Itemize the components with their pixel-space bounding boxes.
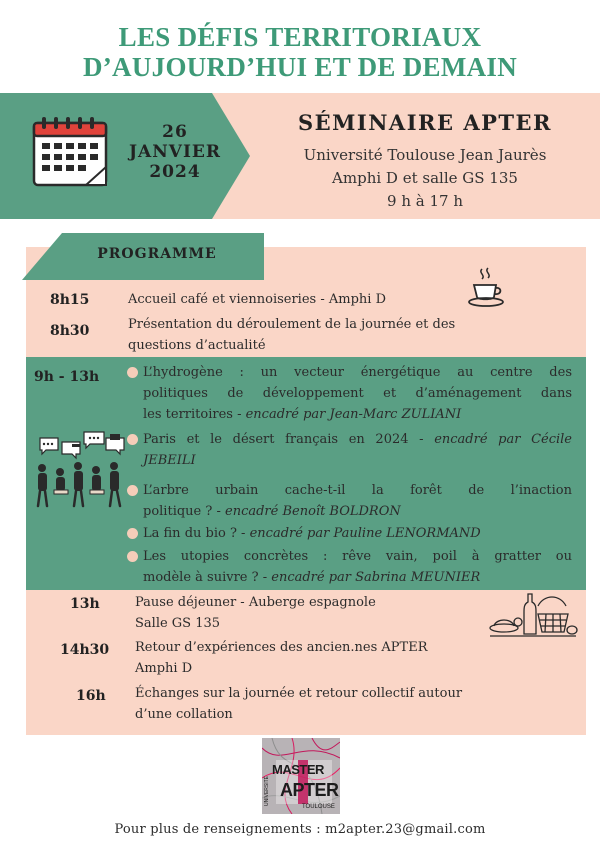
agenda-feedback: Retour d’expériences des ancien.nes APTER Amphi D: [135, 640, 428, 676]
bullet-icon: [127, 551, 138, 562]
calendar-icon: [28, 115, 112, 193]
workshop-arbre-urbain: L’arbre urbain cache-t-il la forêt de l’inaction politique ? - encadré Benoît BOLDRON: [143, 483, 572, 519]
date-month: JANVIER: [129, 142, 221, 162]
seminar-date: [115, 122, 235, 182]
date-day: 26: [162, 122, 188, 142]
time-8h15: 8h15: [50, 292, 90, 308]
date-year: 2024: [149, 162, 201, 182]
coffee-cup-icon: [466, 265, 512, 311]
agenda-closing: Échanges sur la journée et retour collectif autour d’une collation: [135, 686, 463, 722]
time-9h-13h: 9h - 13h: [34, 369, 100, 385]
seminar-title: SÉMINAIRE APTER: [298, 110, 552, 135]
title-line-2: D’AUJOURD’HUI ET DE DEMAIN: [82, 52, 518, 82]
program-label: PROGRAMME: [97, 246, 217, 262]
agenda-welcome: Accueil café et viennoiseries - Amphi D: [128, 292, 386, 307]
time-14h30: 14h30: [60, 642, 110, 658]
agenda-lunch: Pause déjeuner - Auberge espagnole Salle GS 135: [135, 595, 376, 631]
workshop-utopies: Les utopies concrètes : rêve vain, poil à gratter ou modèle à suivre ? - encadré par Sabrina MEUNIER: [143, 549, 572, 585]
logo-city: TOULOUSE: [302, 804, 335, 810]
discussion-people-icon: [32, 430, 132, 510]
title-line-1: LES DÉFIS TERRITORIAUX: [118, 22, 482, 52]
bullet-icon: [127, 367, 138, 378]
master-apter-logo: [262, 738, 340, 814]
time-16h: 16h: [76, 688, 106, 704]
logo-master: MASTER: [272, 762, 324, 777]
contact-info: Pour plus de renseignements : m2apter.23@gmail.com: [114, 822, 486, 837]
logo-apter: APTER: [280, 780, 339, 800]
workshop-paris: Paris et le désert français en 2024 - encadré par Cécile JEBEILI: [143, 432, 573, 468]
workshop-fin-du-bio: La fin du bio ? - encadré par Pauline LENORMAND: [143, 526, 481, 541]
time-8h30: 8h30: [50, 323, 90, 339]
agenda-presentation: Présentation du déroulement de la journée et des questions d’actualité: [128, 317, 456, 353]
seminar-hours: 9 h à 17 h: [387, 192, 463, 210]
logo-vertical-text: UNIVERSITÉ: [264, 775, 270, 806]
bullet-icon: [127, 528, 138, 539]
page-title: [0, 22, 600, 82]
seminar-university: Université Toulouse Jean Jaurès: [303, 146, 547, 164]
workshop-hydrogene: L’hydrogène : un vecteur énergétique au centre des politiques de développement et d’aménagement dans les territoires - encadré par Jean-Marc ZULIANI: [143, 365, 572, 422]
seminar-location: Amphi D et salle GS 135: [332, 169, 518, 187]
time-13h: 13h: [70, 596, 100, 612]
picnic-basket-icon: [488, 590, 578, 638]
